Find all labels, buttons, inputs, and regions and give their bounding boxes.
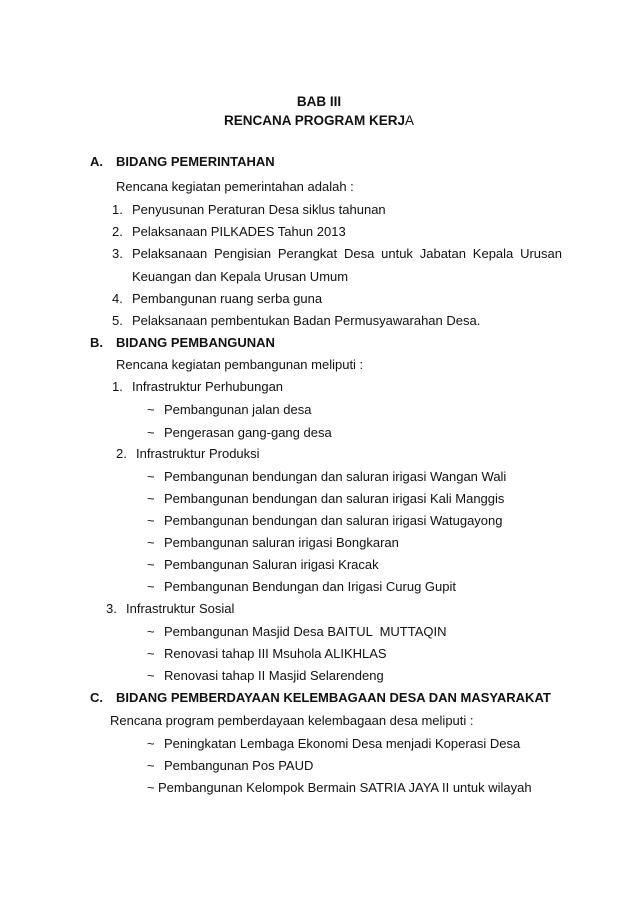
tilde-bullet: ~: [147, 513, 155, 528]
item-text: Pembangunan Pos PAUD: [164, 758, 314, 773]
section-a-item-3-continuation: Keuangan dan Kepala Urusan Umum: [132, 269, 349, 284]
section-b-title: BIDANG PEMBANGUNAN: [116, 335, 275, 350]
tilde-bullet: ~: [147, 535, 155, 550]
section-b-group-2-item: [147, 557, 379, 573]
section-c-title: BIDANG PEMBERDAYAAN KELEMBAGAAN DESA DAN MASYARAKAT: [116, 690, 551, 705]
section-c-item: [147, 736, 520, 752]
section-b-group-1-item: [147, 425, 332, 441]
tilde-bullet: ~: [147, 646, 155, 661]
tilde-bullet: ~: [147, 624, 155, 639]
section-b-group-2-item: [147, 535, 399, 551]
tilde-bullet: ~: [147, 780, 155, 795]
item-text: Pelaksanaan Pengisian Perangkat Desa untuk Jabatan Kepala Urusan: [132, 246, 562, 261]
item-number: 4.: [112, 291, 123, 306]
item-text: Pembangunan bendungan dan saluran irigasi Watugayong: [164, 513, 503, 528]
section-a-intro: Rencana kegiatan pemerintahan adalah :: [116, 179, 354, 194]
section-c-label: C.: [90, 690, 103, 705]
section-b-group-2-item: [147, 469, 506, 485]
section-b-intro: Rencana kegiatan pembangunan meliputi :: [116, 357, 364, 372]
section-b-group-3-title: [106, 601, 234, 617]
item-text: Pembangunan ruang serba guna: [132, 291, 323, 306]
section-b-group-2-item: [147, 513, 503, 529]
item-text: Pembangunan Kelompok Bermain SATRIA JAYA II untuk wilayah: [158, 780, 532, 795]
tilde-bullet: ~: [147, 758, 155, 773]
item-text: Pembangunan bendungan dan saluran irigasi Wangan Wali: [164, 469, 507, 484]
section-b-group-2-title: [116, 446, 260, 462]
section-a-title: BIDANG PEMERINTAHAN: [116, 154, 275, 169]
group-number: 1.: [112, 379, 123, 394]
chapter-title-main: RENCANA PROGRAM KERJ: [223, 113, 405, 128]
section-a-item-5: [112, 313, 480, 329]
item-text: Pembangunan bendungan dan saluran irigasi Kali Manggis: [164, 491, 505, 506]
chapter-heading: BAB III: [296, 94, 342, 109]
group-title: Infrastruktur Sosial: [126, 601, 235, 616]
tilde-bullet: ~: [147, 579, 155, 594]
section-c-item: [147, 758, 313, 774]
section-b-group-2-item: [147, 579, 456, 595]
group-number: 3.: [106, 601, 117, 616]
tilde-bullet: ~: [147, 668, 155, 683]
group-number: 2.: [116, 446, 127, 461]
section-a-item-1: [112, 202, 386, 218]
section-a-heading: [90, 154, 275, 170]
tilde-bullet: ~: [147, 736, 155, 751]
group-title: Infrastruktur Perhubungan: [132, 379, 284, 394]
item-text: Pembangunan Saluran irigasi Kracak: [164, 557, 379, 572]
item-text: Pembangunan Masjid Desa BAITUL MUTTAQIN: [164, 624, 447, 639]
section-a-label: A.: [90, 154, 103, 169]
tilde-bullet: ~: [147, 425, 155, 440]
item-number: 2.: [112, 224, 123, 239]
item-text: Pembangunan jalan desa: [164, 402, 312, 417]
item-number: 1.: [112, 202, 123, 217]
section-c-intro: Rencana program pemberdayaan kelembagaan desa meliputi :: [110, 713, 474, 728]
group-title: Infrastruktur Produksi: [136, 446, 260, 461]
section-c-item: [147, 780, 532, 796]
item-text: Penyusunan Peraturan Desa siklus tahunan: [132, 202, 386, 217]
item-text: Renovasi tahap III Msuhola ALIKHLAS: [164, 646, 387, 661]
section-a-item-4: [112, 291, 322, 307]
section-a-item-2: [112, 224, 346, 240]
section-b-group-1-item: [147, 402, 311, 418]
item-number: 3.: [112, 246, 123, 261]
section-b-group-1-title: [112, 379, 283, 395]
item-text: Pelaksanaan pembentukan Badan Permusyawarahan Desa.: [132, 313, 481, 328]
section-b-group-2-item: [147, 491, 504, 507]
tilde-bullet: ~: [147, 402, 155, 417]
chapter-title: [0, 112, 638, 129]
section-b-group-3-item: [147, 646, 387, 662]
tilde-bullet: ~: [147, 557, 155, 572]
section-a-item-3: [112, 246, 562, 262]
section-b-group-3-item: [147, 624, 447, 640]
item-text: Pengerasan gang-gang desa: [164, 425, 332, 440]
item-text: Pembangunan saluran irigasi Bongkaran: [164, 535, 399, 550]
item-text: Pembangunan Bendungan dan Irigasi Curug Gupit: [164, 579, 456, 594]
tilde-bullet: ~: [147, 491, 155, 506]
section-c-heading: [90, 690, 551, 706]
item-number: 5.: [112, 313, 123, 328]
section-b-heading: [90, 335, 275, 351]
chapter-title-last: A: [405, 113, 415, 128]
item-text: Renovasi tahap II Masjid Selarendeng: [164, 668, 384, 683]
section-b-group-3-item: [147, 668, 384, 684]
item-text: Peningkatan Lembaga Ekonomi Desa menjadi Koperasi Desa: [164, 736, 521, 751]
item-text: Pelaksanaan PILKADES Tahun 2013: [132, 224, 346, 239]
tilde-bullet: ~: [147, 469, 155, 484]
section-b-label: B.: [90, 335, 103, 350]
